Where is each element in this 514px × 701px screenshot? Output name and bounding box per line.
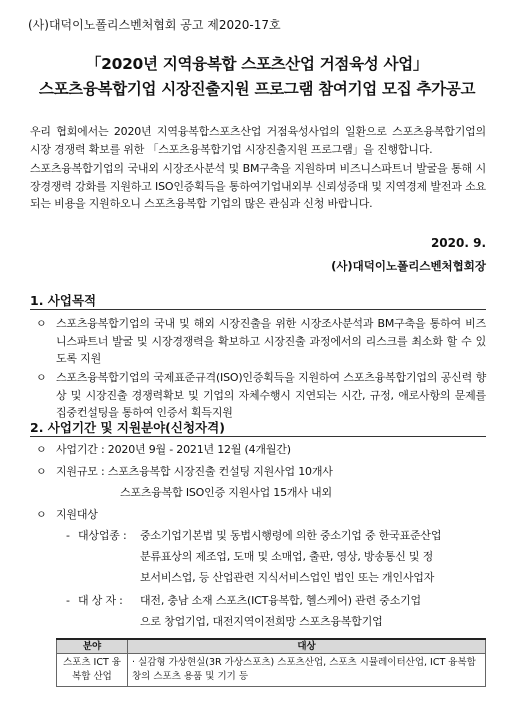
support-field-table — [56, 638, 486, 687]
issuer-name: (사)대덕이노폴리스벤처협회장 — [331, 259, 486, 273]
intro-paragraph-1: 우리 협회에서는 2020년 지역융복합스포츠산업 거점육성사업의 일환으로 스포츠융복합기업의 시장 경쟁력 확보를 위한 「스포츠융복합기업 시장진출지원 프로그램」을 진행합니다. — [30, 125, 486, 156]
support-scale-2: 스포츠융복합 ISO인증 지원사업 15개사 내외 — [120, 486, 332, 499]
dash-mark: - — [66, 529, 70, 542]
table-header-field: 분야 — [57, 639, 128, 654]
table-row — [57, 654, 486, 687]
purpose-item-2: 스포츠융복합기업의 국제표준규격(ISO)인증획득을 지원하여 스포츠융복합기업의 공신력 향상 및 시장진출 경쟁력확보 및 기업의 자체수행시 지연되는 시간, 규정, 애로사항의 문제를 집중컨설팅을 통하여 인증서 획득지원 — [56, 371, 486, 419]
announcement-title-line1: 「2020년 지역융복합 스포츠산업 거점육성 사업」 — [85, 55, 429, 73]
table-header-target: 대상 — [128, 639, 486, 654]
announcement-title-line2: 스포츠융복합기업 시장진출지원 프로그램 참여기업 모집 추가공고 — [38, 80, 476, 98]
section-2-divider — [30, 436, 486, 437]
support-target-label: 지원대상 — [56, 508, 98, 521]
table-cell-field: 스포츠 ICT 융복합 산업 — [57, 654, 128, 687]
bullet-mark: ㅇ — [36, 465, 47, 478]
subject-line-2: 으로 창업기업, 대전지역이전희망 스포츠융복합기업 — [140, 615, 383, 628]
announcement-date: 2020. 9. — [430, 236, 486, 250]
bullet-mark: ㅇ — [36, 508, 47, 521]
table-cell-target: · 실감형 가상현실(3R 가상스포츠) 스포츠산업, 스포츠 시뮬레이터산업, ICT 융복합 창의 스포츠 용품 및 기기 등 — [128, 654, 486, 687]
section-2-heading: 2. 사업기간 및 지원분야(신청자격) — [30, 420, 225, 435]
project-period: 사업기간 : 2020년 9월 - 2021년 12월 (4개월간) — [56, 443, 291, 456]
industry-line-3: 보서비스업, 등 산업관련 지식서비스업인 법인 또는 개인사업자 — [140, 571, 435, 584]
notice-number: (사)대덕이노폴리스벤처협회 공고 제2020-17호 — [28, 18, 281, 32]
industry-line-1: 중소기업기본법 및 동법시행령에 의한 중소기업 중 한국표준산업 — [140, 529, 442, 542]
support-scale-1: 지원규모 : 스포츠융복합 시장진출 컨설팅 지원사업 10개사 — [56, 465, 333, 478]
industry-line-2: 분류표상의 제조업, 도매 및 소매업, 출판, 영상, 방송통신 및 정 — [140, 550, 434, 563]
industry-label: 대상업종 : — [78, 529, 127, 542]
intro-paragraph-2: 스포츠융복합기업의 국내외 시장조사분석 및 BM구축을 지원하며 비즈니스파트너 발굴을 통해 시장경쟁력 강화를 지원하고 ISO인증획득을 통하여기업내외부 신뢰성증대 및 지역경제 발전과 소요되는 비용을 지원하오니 스포츠융복합 기업의 많은 관심과 신청 바랍니다. — [30, 162, 486, 210]
bullet-mark: ㅇ — [36, 317, 47, 330]
subject-line-1: 대전, 충남 소재 스포츠(ICT융복합, 헬스케어) 관련 중소기업 — [140, 594, 421, 607]
section-1-divider — [30, 309, 486, 310]
bullet-mark: ㅇ — [36, 443, 47, 456]
dash-mark: - — [66, 594, 70, 607]
purpose-item-1: 스포츠융복합기업의 국내 및 해외 시장진출을 위한 시장조사분석과 BM구축을 통하여 비즈니스파트너 발굴 및 시장경쟁력을 확보하고 시장진출 과정에서의 리스크를 최소화 할 수 있도록 지원 — [56, 317, 486, 365]
table-header-row — [57, 639, 486, 654]
section-1-heading: 1. 사업목적 — [30, 293, 97, 308]
bullet-mark: ㅇ — [36, 371, 47, 384]
subject-label: 대 상 자 : — [78, 594, 123, 607]
